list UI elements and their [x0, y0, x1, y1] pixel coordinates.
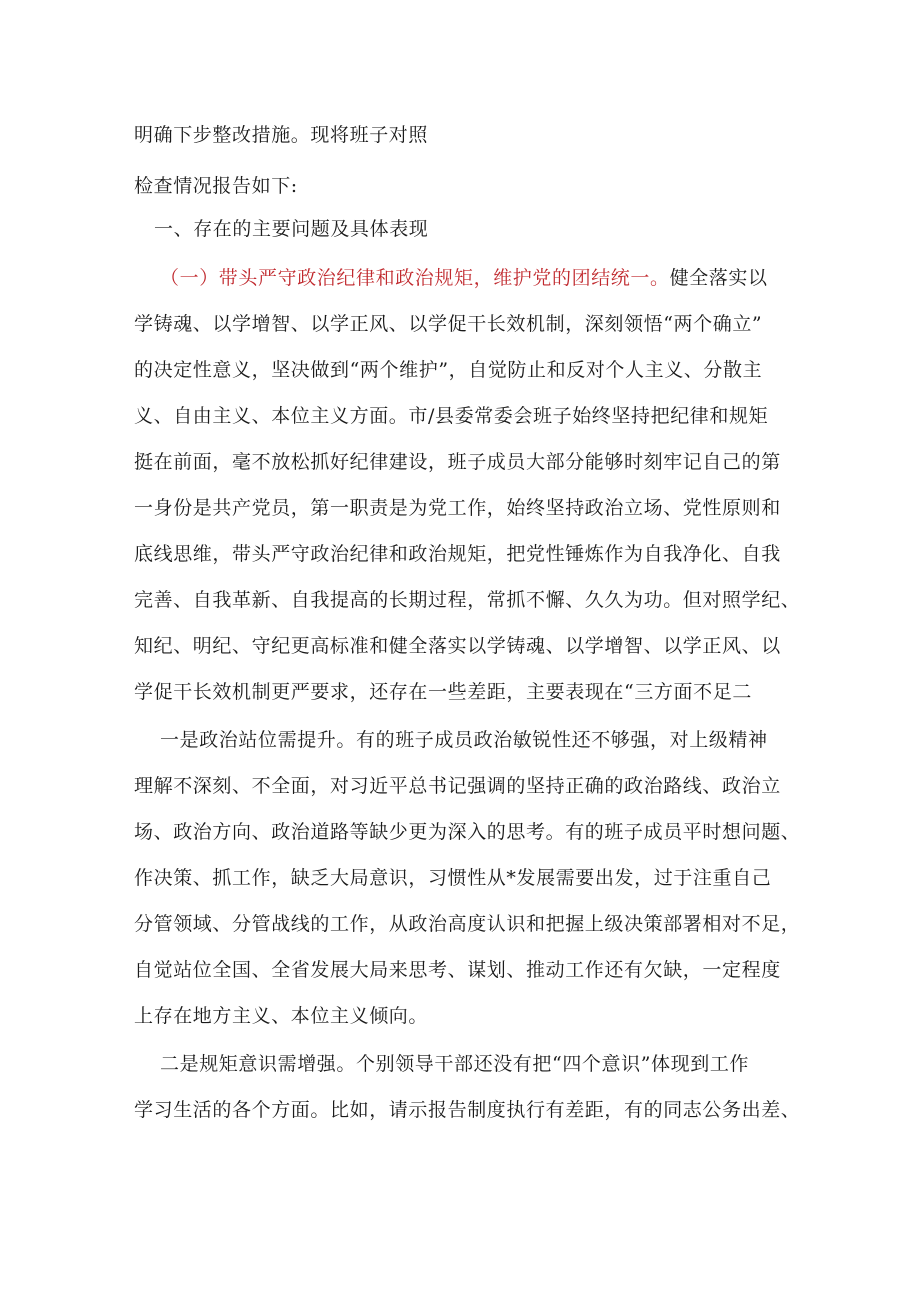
para2-line: 上存在地方主义、本位主义倾向。 — [134, 1005, 429, 1027]
intro-line-1: 明确下步整改措施。现将班子对照 — [134, 124, 429, 146]
para1-line: 挺在前面，毫不放松抓好纪律建设，班子成员大部分能够时刻牢记自己的第 — [134, 451, 781, 473]
para1-line: 学铸魂、以学增智、以学正风、以学促干长效机制，深刻领悟“两个确立” — [134, 313, 763, 335]
para2-line: 场、政治方向、政治道路等缺少更为深入的思考。有的班子成员平时想问题、 — [134, 821, 801, 843]
para1-line: 的决定性意义，坚决做到“两个维护”，自觉防止和反对个人主义、分散主 — [134, 359, 763, 381]
para1-line: 知纪、明纪、守纪更高标准和健全落实以学铸魂、以学增智、以学正风、以 — [134, 635, 781, 657]
para2-line: 一是政治站位需提升。有的班子成员政治敏锐性还不够强，对上级精神 — [160, 729, 768, 751]
para3-line: 二是规矩意识需增强。个别领导干部还没有把“四个意识”体现到工作 — [160, 1053, 750, 1075]
para2-line: 作决策、抓工作，缺乏大局意识，习惯性从*发展需要出发，过于注重自己 — [134, 867, 772, 889]
para2-line: 分管领域、分管战线的工作，从政治高度认识和把握上级决策部署相对不足， — [134, 913, 801, 935]
para2-line: 理解不深刻、不全面，对习近平总书记强调的坚持正确的政治路线、政治立 — [134, 775, 781, 797]
para1-line: 底线思维，带头严守政治纪律和政治规矩，把党性锤炼作为自我净化、自我 — [134, 543, 781, 565]
para1-line: 学促干长效机制更严要求，还存在一些差距，主要表现在“三方面不足二 — [134, 681, 752, 703]
para2-line: 自觉站位全国、全省发展大局来思考、谋划、推动工作还有欠缺，一定程度 — [134, 959, 781, 981]
intro-line-2: 检查情况报告如下: — [134, 175, 298, 197]
para1-heading: （一）带头严守政治纪律和政治规矩，维护党的团结统一。 — [160, 267, 670, 289]
para1-line: 完善、自我革新、自我提高的长期过程，常抓不懈、久久为功。但对照学纪、 — [134, 589, 801, 611]
para1-first-line — [160, 266, 768, 290]
para1-line: 一身份是共产党员，第一职责是为党工作，始终坚持政治立场、党性原则和 — [134, 497, 781, 519]
section-heading: 一、存在的主要问题及具体表现 — [154, 218, 429, 240]
para1-line: 义、自由主义、本位主义方面。市/县委常委会班子始终坚持把纪律和规矩 — [134, 405, 769, 427]
para1-first-line-rest: 健全落实以 — [669, 267, 768, 289]
para3-line: 学习生活的各个方面。比如，请示报告制度执行有差距，有的同志公务出差、 — [134, 1099, 801, 1121]
